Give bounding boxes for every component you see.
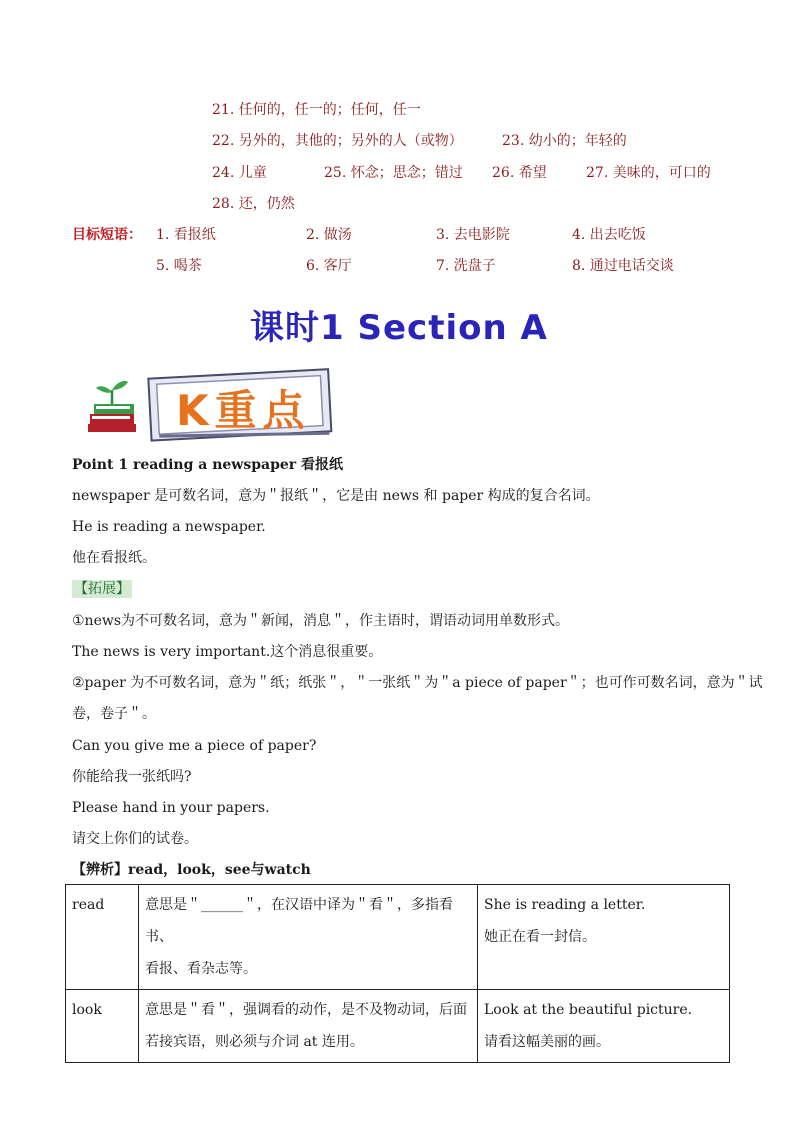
goal-phrase-7: 7. 洗盘子 (436, 258, 496, 274)
vocab-item-25: 25. 怀念；思念；错过 (324, 165, 463, 181)
vocab-item-23: 23. 幼小的；年轻的 (502, 133, 627, 149)
table-cell-word: read (66, 885, 139, 990)
vocab-item-22: 22. 另外的，其他的；另外的人（或物） (212, 133, 463, 149)
vocab-item-21: 21. 任何的，任一的；任何，任一 (212, 102, 421, 118)
goal-phrase-3: 3. 去电影院 (436, 227, 510, 243)
goal-phrase-5: 5. 喝茶 (156, 258, 202, 274)
extension-1-example: The news is very important.这个消息很重要。 (72, 644, 383, 660)
vocab-item-28: 28. 还，仍然 (212, 196, 295, 212)
vocab-item-26: 26. 希望 (492, 165, 547, 181)
table-cell-example: Look at the beautiful picture. 请看这幅美丽的画。 (478, 990, 730, 1063)
example1-chinese: 他在看报纸。 (72, 550, 156, 566)
goal-phrases-label: 目标短语： (72, 227, 142, 243)
table-cell-meaning: 意思是＂看＂，强调看的动作，是不及物动词，后面 若接宾语，则必须与介词 at 连用。 (139, 990, 478, 1063)
vocab-item-24: 24. 儿童 (212, 165, 267, 181)
table-row (66, 990, 730, 1063)
badge-label: K重点 (176, 386, 311, 435)
example3-chinese: 请交上你们的试卷。 (72, 831, 198, 847)
extension-2-line1: ②paper 为不可数名词，意为＂纸；纸张＂，＂一张纸＂为＂a piece of paper＂；也可作可数名词，意为＂试 (72, 675, 763, 691)
section-title: 课时1 Section A (250, 308, 548, 348)
comparison-table (65, 884, 730, 1063)
goal-phrase-2: 2. 做汤 (306, 227, 352, 243)
goal-phrase-1: 1. 看报纸 (156, 227, 216, 243)
goal-phrase-8: 8. 通过电话交谈 (572, 258, 674, 274)
extension-2-line2: 卷，卷子＂。 (72, 706, 156, 722)
goal-phrase-6: 6. 客厅 (306, 258, 352, 274)
table-cell-meaning: 意思是＂______＂，在汉语中译为＂看＂，多指看书、 看报、看杂志等。 (139, 885, 478, 990)
table-cell-example: She is reading a letter. 她正在看一封信。 (478, 885, 730, 990)
table-row (66, 885, 730, 990)
analysis-heading: 【辨析】read，look，see与watch (72, 862, 311, 878)
point1-description: newspaper 是可数名词，意为＂报纸＂，它是由 news 和 paper 构成的复合名词。 (72, 488, 600, 504)
vocab-item-27: 27. 美味的，可口的 (586, 165, 711, 181)
point1-heading: Point 1 reading a newspaper 看报纸 (72, 457, 344, 473)
example2-chinese: 你能给我一张纸吗? (72, 769, 192, 785)
example3-english: Please hand in your papers. (72, 800, 270, 816)
extension-tag: 【拓展】 (74, 581, 130, 597)
extension-1: ①news为不可数名词，意为＂新闻，消息＂，作主语时，谓语动词用单数形式。 (72, 613, 570, 629)
example1-english: He is reading a newspaper. (72, 519, 266, 535)
books-icon (88, 381, 136, 432)
goal-phrase-4: 4. 出去吃饭 (572, 227, 646, 243)
table-cell-word: look (66, 990, 139, 1063)
example2-english: Can you give me a piece of paper? (72, 738, 317, 754)
